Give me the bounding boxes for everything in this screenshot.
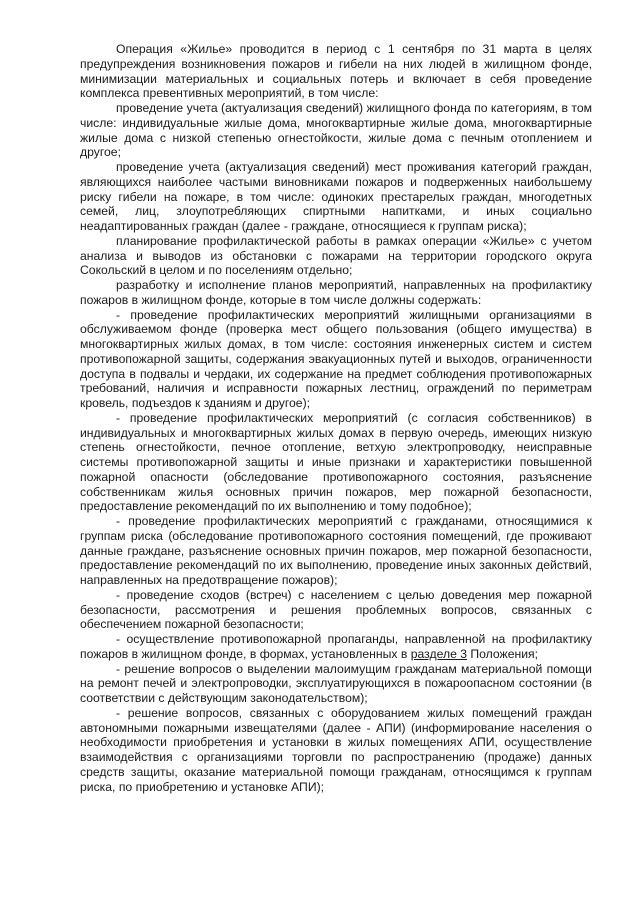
paragraph-risk-groups-measures: - проведение профилактических мероприятий с гражданами, относящимися к группам риска (обследование противопожарного состояния помещений, где проживают данные граждане, разъяснение основных причин пожаров, мер пожарной безопасности, предоставление рекомендаций по их выполнению, проведение иных законных действий, направленных на предотвращение пожаров);: [80, 514, 592, 587]
paragraph-intro: Операция «Жилье» проводится в период с 1 сентября по 31 марта в целях предупреждения возникновения пожаров и гибели на них людей в жилищном фонде, минимизации материальных и социальных потерь и включает в себя проведение комплекса превентивных мероприятий, в том числе:: [80, 42, 592, 101]
paragraph-meetings: - проведение сходов (встреч) с населением с целью доведения мер пожарной безопасности, рассмотрения и решения проблемных вопросов, связанных с обеспечением пожарной безопасности;: [80, 587, 592, 632]
propaganda-tail: Положения;: [467, 646, 539, 661]
paragraph-owners-consent: - проведение профилактических мероприятий (с согласия собственников) в индивидуальных и многоквартирных жилых домах в первую очередь, имеющих низкую степень огнестойкости, печное отопление, ветхую электропроводку, неисправные системы противопожарной защиты и иные признаки и характеристики повышенной пожарной опасности (обследование противопожарного состояния, разъяснение собственникам жилья основных причин пожаров, мер пожарной безопасности, предоставление рекомендаций по их выполнению и тому подобное);: [80, 410, 592, 514]
paragraph-housing-accounting: проведение учета (актуализация сведений) жилищного фонда по категориям, в том числе: индивидуальные жилые дома, многоквартирные жилые дома, многоквартирные жилые дома с низкой степенью огнестойкости, жилые дома с печным отоплением и другое;: [80, 101, 592, 160]
paragraph-smoke-detectors: - решение вопросов, связанных с оборудованием жилых помещений граждан автономными пожарными извещателями (далее - АПИ) (информирование населения о необходимости приобретения и установки в жилых помещениях АПИ, осуществление взаимодействия с организациями торговли по распространению (продаже) данных средств защиты, оказание материальной помощи гражданам, относящимся к группам риска, по приобретению и установке АПИ);: [80, 705, 592, 794]
section-3-link[interactable]: разделе 3: [410, 646, 468, 661]
paragraph-planning: планирование профилактической работы в рамках операции «Жилье» с учетом анализа и выводов из обстановки с пожарами на территории городского округа Сокольский в целом и по поселениям отдельно;: [80, 233, 592, 278]
paragraph-plans-development: разработку и исполнение планов мероприятий, направленных на профилактику пожаров в жилищном фонде, которые в том числе должны содержать:: [80, 278, 592, 307]
paragraph-risk-groups-accounting: проведение учета (актуализация сведений) мест проживания категорий граждан, являющихся наиболее частыми виновниками пожаров и подверженных наибольшему риску гибели на пожаре, в том числе: одиноких престарелых граждан, многодетных семей, лиц, злоупотребляющих спиртными напитками, и иных социально неадаптированных граждан (далее - граждане, относящиеся к группам риска);: [80, 160, 592, 233]
paragraph-housing-organizations: - проведение профилактических мероприятий жилищными организациями в обслуживаемом фонде (проверка мест общего пользования (общего имущества) в многоквартирных жилых домах, в том числе: состояния инженерных систем и систем противопожарной защиты, содержания эвакуационных путей и выходов, ограниченности доступа в подвалы и чердаки, их содержание на предмет соблюдения противопожарных требований, наличия и исправности пожарных лестниц, ограждений по периметрам кровель, подъездов к зданиям и другое);: [80, 307, 592, 410]
paragraph-propaganda: [80, 632, 592, 662]
paragraph-material-help: - решение вопросов о выделении малоимущим гражданам материальной помощи на ремонт печей и электропроводки, эксплуатирующихся в пожароопасном состоянии (в соответствии с действующим законодательством);: [80, 661, 592, 705]
propaganda-text: - осуществление противопожарной пропаганды, направленной на профилактику пожаров в жилищном фонде, в формах, установленных в: [80, 632, 592, 661]
